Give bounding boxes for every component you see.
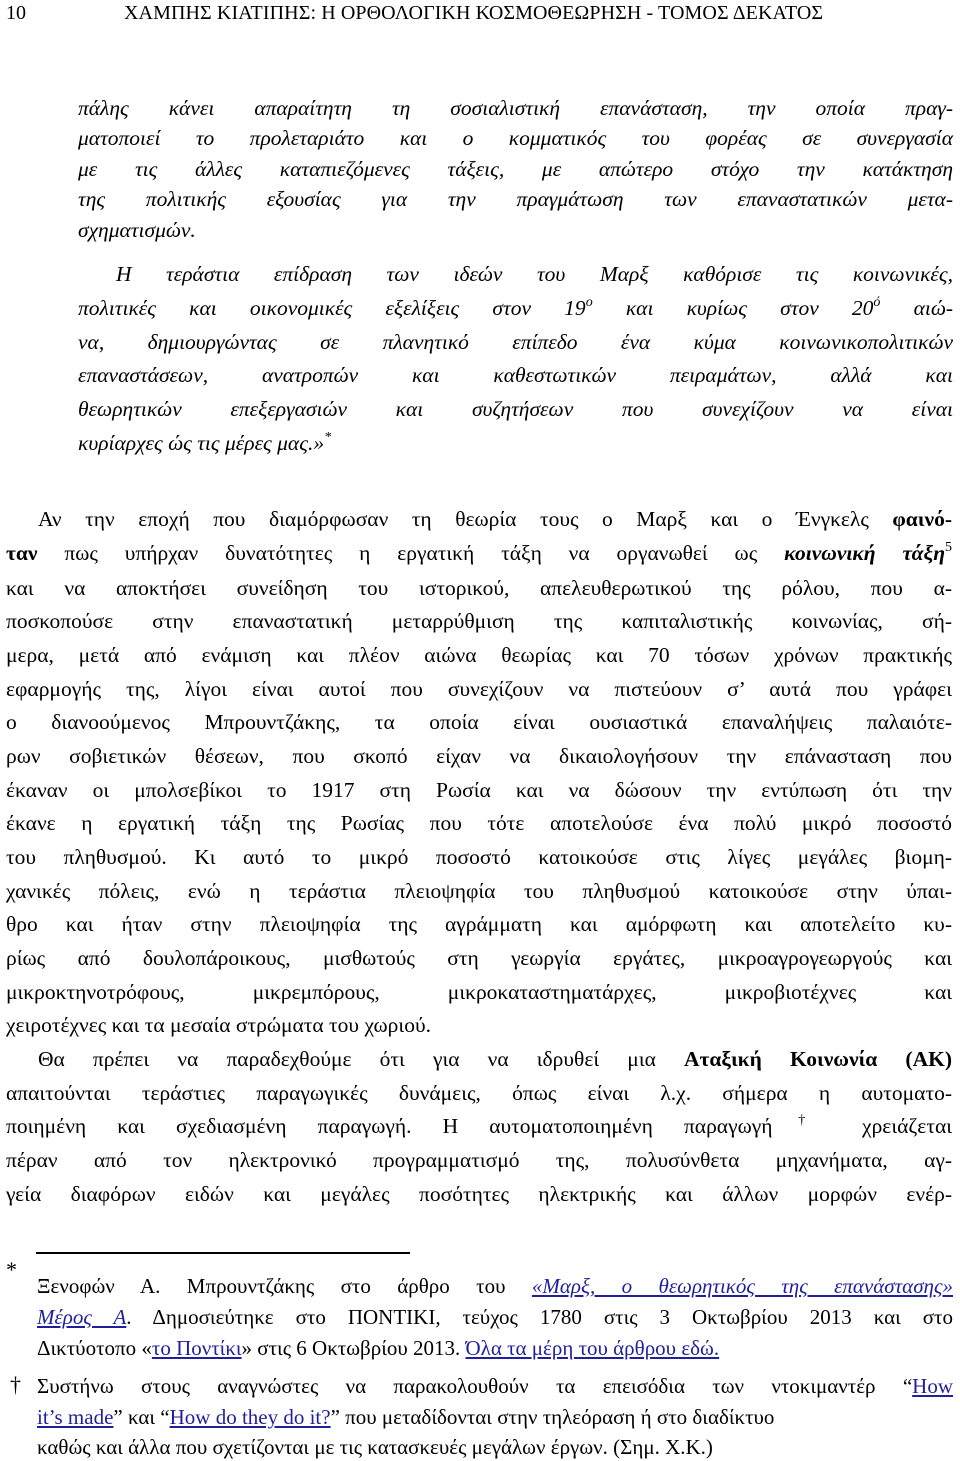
footnote-line: Δικτύοτοπο «το Ποντίκι» στις 6 Οκτωβρίου 2013. Όλα τα μέρη του άρθρου εδώ. [37,1336,720,1360]
body-line: ταν πως υπήρχαν δυνατότητες η εργατική τάξη να οργανωθεί ως κοινωνική τάξη$^5$ [6,540,952,565]
how-its-made-link-cont[interactable]: it’s made [37,1405,114,1429]
body-line: Θα πρέπει να παραδεχθούμε ότι για να ιδρυθεί μια Αταξική Κοινωνία (ΑΚ) [38,1047,952,1071]
body-line: εφαρμογής της, λίγοι είναι αυτοί που συνεχίζουν να πιστεύουν σ’ αυτά που γράφει [6,677,952,701]
footnote-marker: * [6,1257,17,1282]
page-header [0,2,960,32]
body-line: Αν την εποχή που διαμόρφωσαν τη θεωρία τους ο Μαρξ και ο Ένγκελς φαινό- [38,507,952,531]
article-link[interactable]: «Μαρξ, ο θεωρητικός της επανάστασης» [531,1274,953,1298]
body-line: πέραν από τον ηλεκτρονικό προγραμματισμό της, πολυσύνθετα μηχανήματα, αγ- [6,1148,952,1172]
footnote-line: Μέρος Α. Δημοσιεύτηκε στο ΠΟΝΤΙΚΙ, τεύχος 1780 στις 3 Οκτωβρίου 2013 και στο [37,1305,953,1329]
body-line: και να αποκτήσει συνείδηση του ιστορικού, απελευθερωτικού της ρόλου, που α- [6,576,952,600]
part-a-link[interactable]: Μέρος Α [37,1305,127,1329]
how-do-they-do-it-link[interactable]: How do they do it? [169,1405,331,1429]
quote-line: πολιτικές και οικονομικές εξελίξεις στον $19^o$ και κυρίως στον $20^ό$ αιώ- [78,295,954,320]
footnote-line: it’s made” και “How do they do it?” που μεταδίδονται στην τηλεόραση ή στο διαδίκτυο [37,1405,775,1429]
quote-line: επαναστάσεων, ανατροπών και καθεστωτικών πειραμάτων, αλλά και [78,363,953,387]
body-line: ρων σοβιετικών θέσεων, που σκοπό είχαν να δικαιολογήσουν την επάνασταση που [6,744,952,768]
quote-line: να, δημιουργώντας σε πλανητικό επίπεδο ένα κύμα κοινωνικοπολιτικών [78,330,953,354]
page-number: 10 [6,2,26,24]
how-its-made-link[interactable]: How [912,1374,953,1398]
body-line: ποσκοπούσε στην επαναστατική μεταρρύθμιση της καπιταλιστικής κοινωνίας, σή- [6,609,952,633]
footnote-line: Συστήνω στους αναγνώστες να παρακολουθούν τα επεισόδια των ντοκιμαντέρ “How [37,1374,953,1398]
quote-line: πάλης κάνει απαραίτητη τη σοσιαλιστική επανάσταση, την οποία πραγ- [78,96,953,120]
body-line: απαιτούνται τεράστιες παραγωγικές δυνάμεις, όπως είναι λ.χ. σήμερα η αυτοματο- [6,1081,952,1105]
body-line: θρο και ήταν στην πλειοψηφία της αγράμματη και αμόρφωτη και αποτελείτο κυ- [6,912,952,936]
footnote-separator [36,1252,410,1254]
running-title: ΧΑΜΠΗΣ ΚΙΑΤΙΠΗΣ: Η ΟΡΘΟΛΟΓΙΚΗ ΚΟΣΜΟΘΕΩΡΗΣΗ - ΤΟΜΟΣ ΔΕΚΑΤΟΣ [124,2,824,24]
quote-line: με τις άλλες καταπιεζόμενες τάξεις, με απώτερο στόχο την κατάκτηση [78,157,953,181]
body-line: μερα, μετά από ενάμιση και πλέον αιώνα θεωρίας και 70 τόσων χρόνων πρακτικής [6,643,952,667]
footnote-line: καθώς και άλλα που σχετίζονται με τις κατασκευές μεγάλων έργων. (Σημ. Χ.Κ.) [37,1435,713,1459]
footnote-line: Ξενοφών Α. Μπρουντζάκης στο άρθρο του «Μαρξ, ο θεωρητικός της επανάστασης» [37,1274,953,1298]
quote-line: ματοποιεί το προλεταριάτο και ο κομματικός του φορέας σε συνεργασία [78,126,953,150]
body-line: γεία διαφόρων ειδών και μεγάλες ποσότητες ηλεκτρικής και άλλων μορφών ενέρ- [6,1182,952,1206]
quote-line: κυρίαρχες ώς τις μέρες μας.»* [78,430,332,455]
all-parts-link[interactable]: Όλα τα μέρη του άρθρου εδώ. [465,1336,720,1360]
quote-line: Η τεράστια επίδραση των ιδεών του Μαρξ καθόρισε τις κοινωνικές, [116,262,953,286]
quote-line: σχηματισμών. [78,218,196,242]
body-line: ρίως από δουλοπάροικους, μισθωτούς στη γεωργία εργάτες, μικροαγρογεωργούς και [6,946,952,970]
body-line: ποιημένη και σχεδιασμένη παραγωγή. Η αυτοματοποιημένη παραγωγή† χρειάζεται [6,1113,953,1138]
quote-line: της πολιτικής εξουσίας για την πραγμάτωση των επαναστατικών μετα- [78,187,953,211]
quote-line: θεωρητικών επεξεργασιών και συζητήσεων που συνεχίζουν να είναι [78,397,953,421]
body-line: έκανε η εργατική τάξη της Ρωσίας που τότε αποτελούσε ένα πολύ μικρό ποσοστό [6,811,952,835]
body-line: έκαναν οι μπολσεβίκοι το 1917 στη Ρωσία και να δώσουν την εντύπωση ότι την [6,778,952,802]
body-line: χειροτέχνες και τα μεσαία στρώματα του χωριού. [6,1013,431,1037]
footnote-marker: † [10,1372,21,1397]
body-line: του πληθυσμού. Κι αυτό το μικρό ποσοστό κατοικούσε στις λίγες μεγάλες βιομη- [6,845,952,869]
body-line: μικροκτηνοτρόφους, μικρεμπόρους, μικροκαταστηματάρχες, μικροβιοτέχνες και [6,980,952,1004]
pontiki-link[interactable]: το Ποντίκι [151,1336,242,1360]
body-line: ο διανοούμενος Μπρουντζάκης, τα οποία είναι ουσιαστικά επαναλήψεις παλαιότε- [6,710,952,734]
body-line: χανικές πόλεις, ενώ η τεράστια πλειοψηφία του πληθυσμού κατοικούσε στην ύπαι- [6,879,952,903]
